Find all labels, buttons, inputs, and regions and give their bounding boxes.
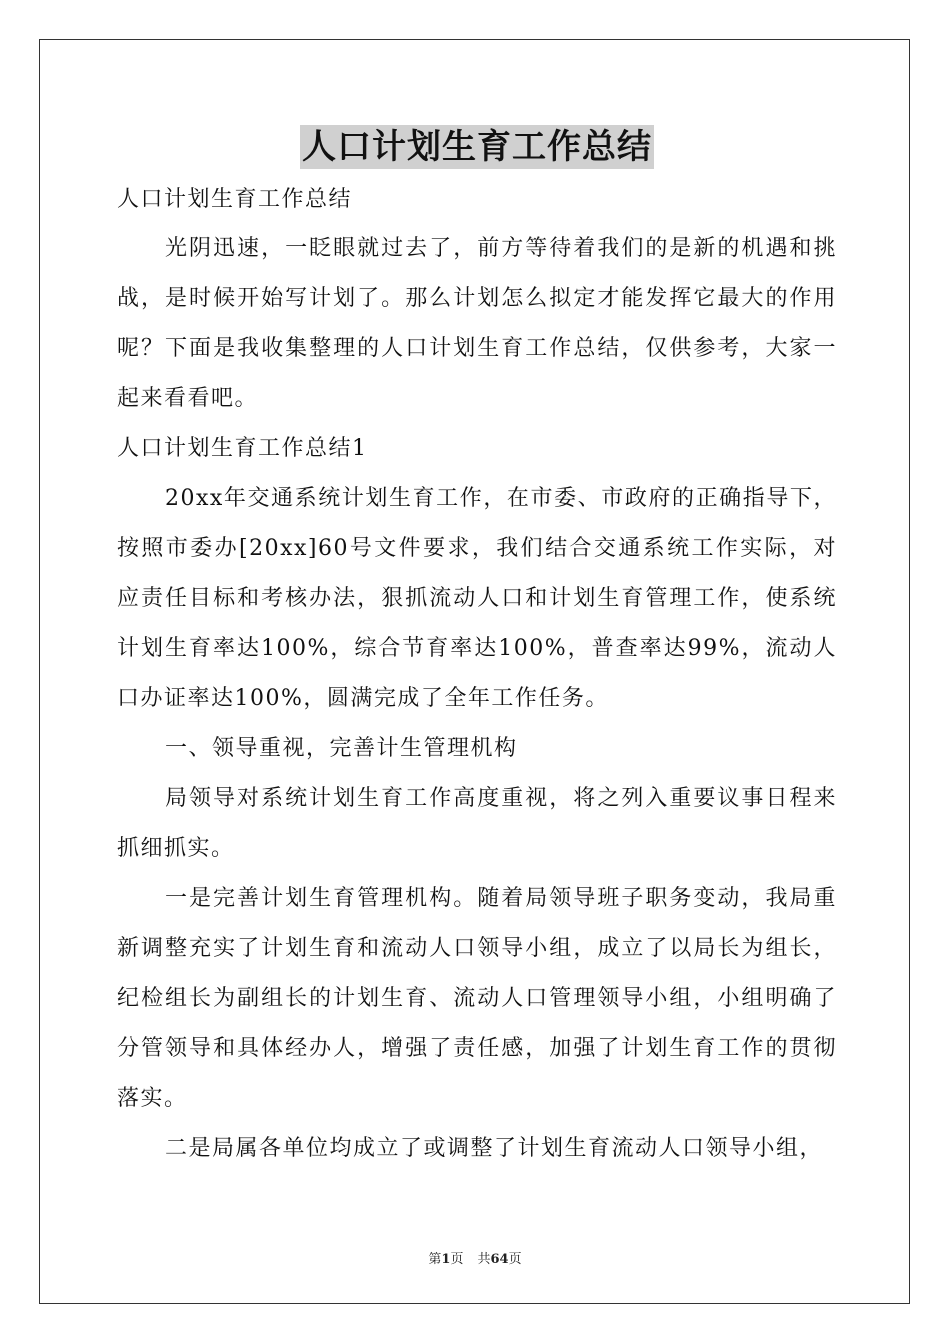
document-title: 人口计划生育工作总结 [302,127,652,167]
paragraph-intro: 光阴迅速，一眨眼就过去了，前方等待着我们的是新的机遇和挑战，是时候开始写计划了。那么计划怎么拟定才能发挥它最大的作用呢？下面是我收集整理的人口计划生育工作总结，仅供参考，大家一起来看看吧。 [117,236,837,411]
section-subheading: 一、领导重视，完善计生管理机构 [165,736,518,761]
page-footer [0,1248,950,1267]
page-suffix: 页 [450,1252,464,1267]
total-pages: 64 [490,1252,509,1267]
page-number: 1 [441,1252,451,1267]
document-subtitle: 人口计划生育工作总结 [117,187,353,212]
total-suffix: 页 [508,1252,522,1267]
section-heading: 人口计划生育工作总结1 [117,436,368,461]
paragraph-leadership: 局领导对系统计划生育工作高度重视，将之列入重要议事日程来抓细抓实。 [117,786,837,861]
paragraph-summary: 20xx年交通系统计划生育工作，在市委、市政府的正确指导下，按照市委办[20xx]60号文件要求，我们结合交通系统工作实际，对应责任目标和考核办法，狠抓流动人口和计划生育管理工作，使系统计划生育率达100%，综合节育率达100%，普查率达99%，流动人口办证率达100%，圆满完成了全年工作任务。 [117,486,837,711]
document-body [117,125,837,1174]
total-prefix: 共 [477,1252,491,1267]
page-prefix: 第 [428,1252,442,1267]
title-container [117,125,837,169]
paragraph-point-two: 二是局属各单位均成立了或调整了计划生育流动人口领导小组， [165,1136,824,1161]
paragraph-point-one: 一是完善计划生育管理机构。随着局领导班子职务变动，我局重新调整充实了计划生育和流动人口领导小组，成立了以局长为组长，纪检组长为副组长的计划生育、流动人口管理领导小组，小组明确了分管领导和具体经办人，增强了责任感，加强了计划生育工作的贯彻落实。 [117,886,837,1111]
